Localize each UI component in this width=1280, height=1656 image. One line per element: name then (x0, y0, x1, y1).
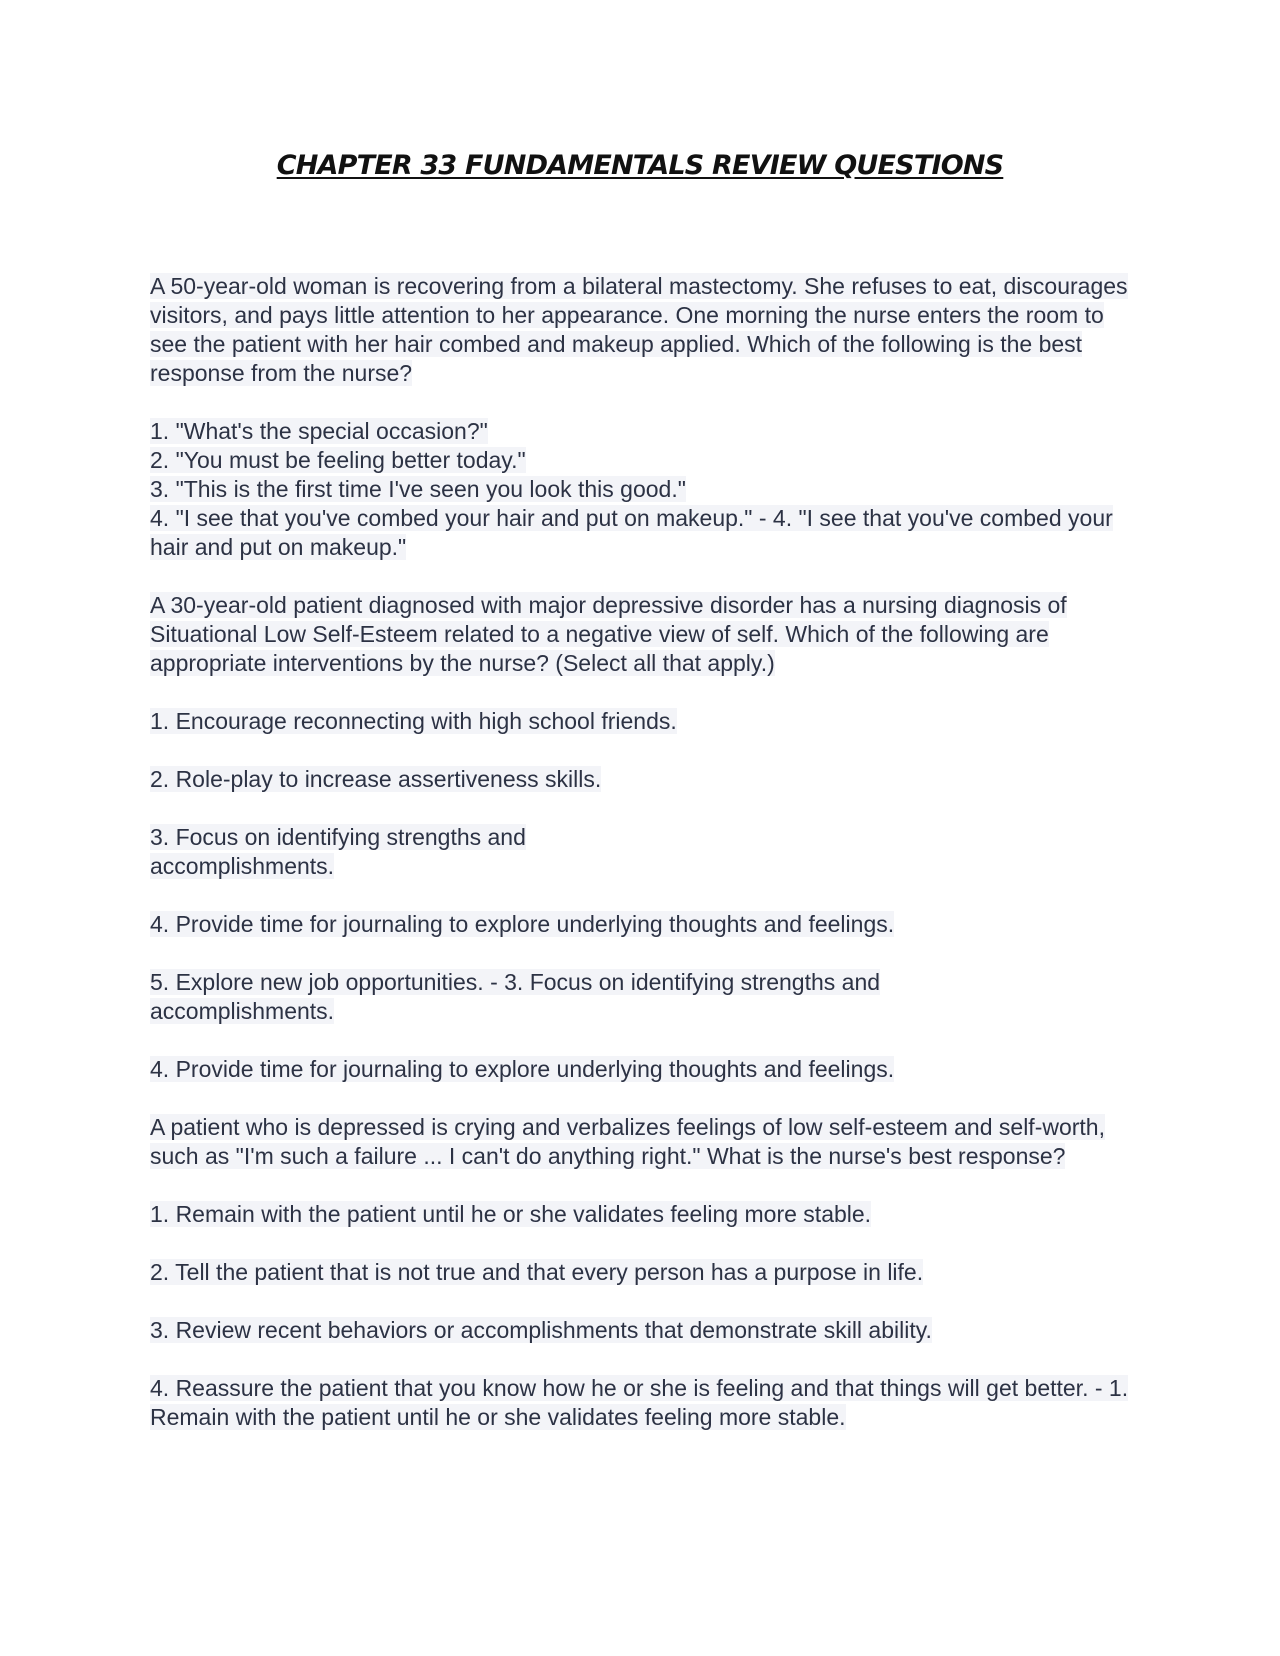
option-text: 3. "This is the first time I've seen you look this good." (150, 476, 686, 502)
option-item (150, 1374, 1135, 1432)
question-3-stem (150, 1113, 1135, 1171)
option-item (150, 910, 1135, 939)
option-item (150, 1200, 1135, 1229)
document-body (150, 272, 1135, 1432)
option-text: 2. "You must be feeling better today." (150, 447, 526, 473)
question-stem-text: A patient who is depressed is crying and verbalizes feelings of low self-esteem and self-worth, such as "I'm such a failure ... I can't do anything right." What is the nurse's best response? (150, 1114, 1105, 1169)
option-item (150, 504, 1135, 562)
option-text: 2. Role-play to increase assertiveness skills. (150, 766, 602, 792)
option-item (150, 823, 570, 881)
page-title: CHAPTER 33 FUNDAMENTALS REVIEW QUESTIONS (276, 150, 1004, 181)
option-text: 3. Review recent behaviors or accomplishments that demonstrate skill ability. (150, 1317, 932, 1343)
option-item (150, 475, 1135, 504)
option-item (150, 707, 1135, 736)
option-text: 4. Provide time for journaling to explore underlying thoughts and feelings. (150, 911, 895, 937)
option-item (150, 1055, 1135, 1084)
question-1-stem (150, 272, 1135, 388)
option-item (150, 1258, 1135, 1287)
option-item (150, 1316, 1135, 1345)
option-text: 1. Encourage reconnecting with high school friends. (150, 708, 677, 734)
option-text: 1. "What's the special occasion?" (150, 418, 488, 444)
option-text: 3. Focus on identifying strengths and accomplishments. (150, 824, 526, 879)
question-1-options (150, 417, 1135, 562)
option-item (150, 765, 1135, 794)
option-item (150, 417, 1135, 446)
option-item (150, 446, 1135, 475)
question-stem-text: A 30-year-old patient diagnosed with major depressive disorder has a nursing diagnosis of Situational Low Self-Esteem related to a negative view of self. Which of the following are appropriate interventions by the nurse? (Select all that apply.) (150, 592, 1067, 676)
option-item (150, 968, 950, 1026)
option-text: 4. Provide time for journaling to explore underlying thoughts and feelings. (150, 1056, 895, 1082)
question-stem-text: A 50-year-old woman is recovering from a bilateral mastectomy. She refuses to eat, discourages visitors, and pays little attention to her appearance. One morning the nurse enters the room to see the patient with her hair combed and makeup applied. Which of the following is the best response from the nurse? (150, 273, 1128, 386)
option-text: 2. Tell the patient that is not true and that every person has a purpose in life. (150, 1259, 924, 1285)
option-text: 1. Remain with the patient until he or she validates feeling more stable. (150, 1201, 872, 1227)
option-text: 5. Explore new job opportunities. - 3. Focus on identifying strengths and accomplishments. (150, 969, 881, 1024)
option-text: 4. Reassure the patient that you know how he or she is feeling and that things will get better. - 1. Remain with the patient until he or she validates feeling more stable. (150, 1375, 1129, 1430)
question-2-stem (150, 591, 1135, 678)
option-text: 4. "I see that you've combed your hair and put on makeup." - 4. "I see that you've combed your hair and put on makeup." (150, 505, 1113, 560)
